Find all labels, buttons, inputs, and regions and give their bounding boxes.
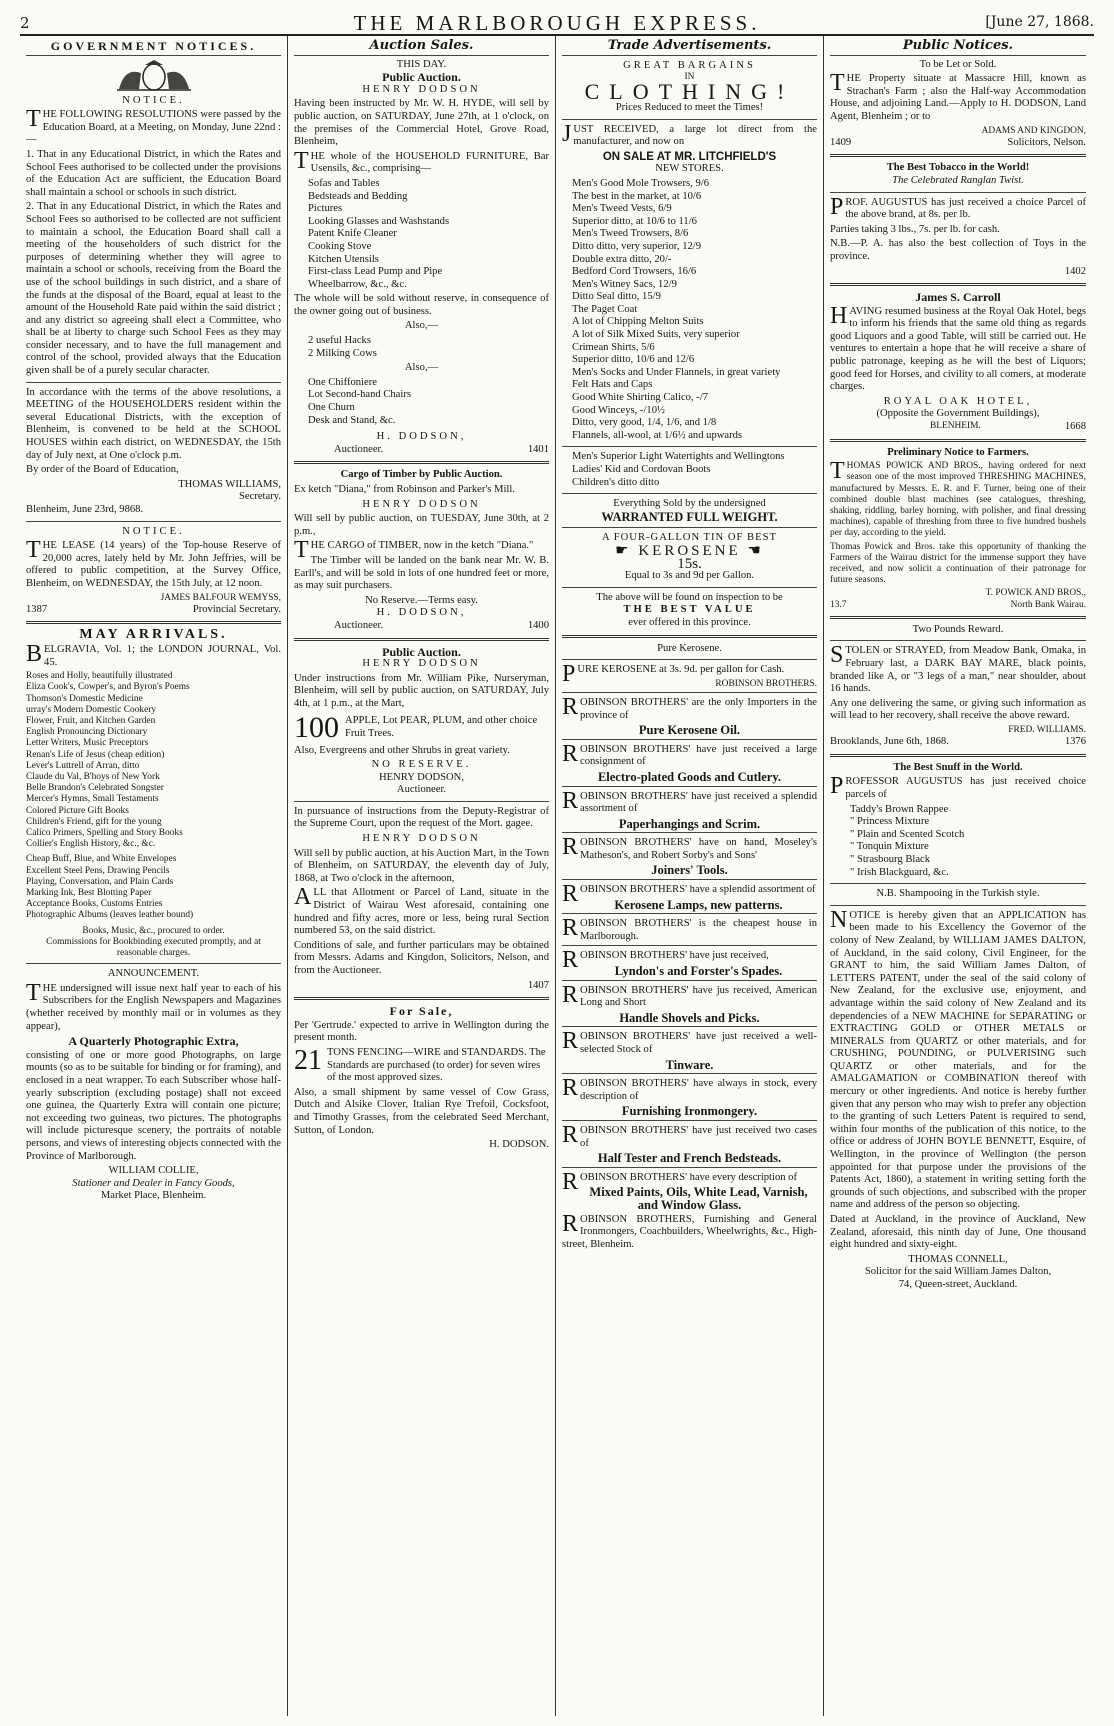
lease-signer-title: Provincial Secretary. bbox=[192, 603, 281, 615]
clothing-item: Good Winceys, -/10½ bbox=[572, 404, 665, 416]
bookbinding-note: Commissions for Bookbinding executed promptly, and at reasonable charges. bbox=[46, 936, 261, 959]
snuff-body: PROFESSOR AUGUSTUS has just received choice parcels of bbox=[830, 773, 1086, 801]
royal-crest-icon bbox=[109, 59, 199, 93]
clothing-heading: CLOTHING! bbox=[584, 79, 795, 105]
stationery-list-item: Marking Ink, Best Blotting Paper bbox=[26, 888, 152, 898]
pointing-hand-icon: ☛ bbox=[615, 542, 639, 559]
robinson-ad-text: ROBINSON BROTHERS' have always in stock, every description of bbox=[562, 1075, 817, 1102]
cargo-auctioneer: HENRY DODSON bbox=[362, 498, 481, 510]
section-header: Public Notices. bbox=[830, 39, 1086, 56]
notice-title: NOTICE. bbox=[122, 94, 185, 106]
cargo-reserve: No Reserve.—Terms easy. bbox=[365, 594, 478, 606]
let-signer: ADAMS AND KINGDON, bbox=[981, 125, 1086, 136]
announcement-place: Market Place, Blenheim. bbox=[100, 1190, 207, 1202]
tobacco-subheading: The Celebrated Ranglan Twist. bbox=[892, 174, 1024, 186]
everything-sold: Everything Sold by the undersigned bbox=[613, 498, 766, 510]
reward-body: STOLEN or STRAYED, from Meadow Bank, Omaka, in February last, a DARK BAY MARE, black points, branded like A, or "3 legs of a man," near shoulder, about 16 hands. bbox=[830, 642, 1086, 695]
land-description: ALL that Allotment or Parcel of Land, situate in the District of Wairau West aforesaid, containing one hundred and fifty acres, more or less, being rural Section numbered 53, on the said district. bbox=[294, 884, 549, 937]
clothing-item: Superior ditto, at 10/6 to 11/6 bbox=[572, 215, 697, 227]
farmers-place: North Bank Wairau. bbox=[1010, 599, 1086, 610]
hotel-name: ROYAL OAK HOTEL, bbox=[883, 395, 1033, 407]
announcement-signer: WILLIAM COLLIE, bbox=[108, 1165, 199, 1177]
mortgage-intro: In pursuance of instructions from the Deputy-Registrar of the Supreme Court, upon the request of the Mort. gagee. bbox=[294, 805, 549, 830]
robinson-ad-text: ROBINSON BROTHERS' is the cheapest house in Marlborough. bbox=[562, 915, 817, 942]
best-value: THE BEST VALUE bbox=[623, 604, 756, 616]
extra-item: One Churn bbox=[308, 402, 355, 414]
notice-2-title: NOTICE. bbox=[122, 525, 185, 537]
section-header: Trade Advertisements. bbox=[562, 39, 817, 56]
snuff-item: " Plain and Scented Scotch bbox=[850, 828, 965, 840]
robinson-ad bbox=[562, 739, 817, 784]
stationery-list-item: Photographic Albums (leaves leather bound) bbox=[26, 910, 194, 921]
clothing-item: Ditto, very good, 1/4, 1/6, and 1/8 bbox=[572, 417, 717, 429]
signature-role: Auctioneer. bbox=[396, 784, 447, 796]
furniture-item: Looking Glasses and Washstands bbox=[308, 215, 450, 227]
book-list-item: English Pronouncing Dictionary bbox=[26, 727, 148, 738]
clothing-item: Bedford Cord Trowsers, 16/6 bbox=[572, 266, 697, 278]
public-auction-2-title: Public Auction. bbox=[382, 644, 461, 659]
columns bbox=[20, 36, 1094, 1716]
stationery-list-item: Playing, Conversation, and Plain Cards bbox=[26, 876, 174, 887]
clothing-item: Superior ditto, 10/6 and 12/6 bbox=[572, 354, 695, 366]
clothing-item: The best in the market, at 10/6 bbox=[572, 190, 702, 202]
warranted: WARRANTED FULL WEIGHT. bbox=[601, 509, 778, 524]
cargo-body: Will sell by public auction, on TUESDAY, June 30th, at 2 p.m., bbox=[294, 513, 549, 537]
this-day: THIS DAY. bbox=[396, 58, 447, 70]
announcement-trade: Stationer and Dealer in Fancy Goods, bbox=[72, 1177, 235, 1189]
robinson-ad-product: Lyndon's and Forster's Spades. bbox=[614, 964, 783, 979]
robinson-ad-text: ROBINSON BROTHERS' have every description of bbox=[562, 1168, 798, 1195]
pure-kerosene-body: PURE KEROSENE at 3s. 9d. per gallon for Cash. bbox=[562, 661, 785, 688]
column-auction-sales bbox=[288, 36, 556, 1716]
furniture-item: Sofas and Tables bbox=[308, 177, 380, 189]
book-list-item: Claude du Val, B'hoys of New York bbox=[26, 771, 160, 782]
ad-number: 1401 bbox=[527, 443, 549, 455]
robinson-ad bbox=[562, 832, 817, 877]
ad-number: 13.7 bbox=[830, 599, 847, 610]
fruit-trees: APPLE, Lot PEAR, PLUM, and other choice Fruit Trees. bbox=[345, 714, 538, 739]
book-list bbox=[26, 671, 281, 850]
auction-body: Having been instructed by Mr. W. H. HYDE, will sell by public auction, on SATURDAY, June 27th, at 1 o'clock, on the premises of the Commercial Hotel, Grove Road, Blenheim, bbox=[294, 98, 549, 148]
stationery-list-item: Acceptance Books, Customs Entries bbox=[26, 899, 163, 910]
ad-number: 1376 bbox=[1064, 736, 1086, 748]
issue-date: [June 27, 1868. bbox=[985, 14, 1094, 30]
robinson-ad bbox=[562, 1120, 817, 1165]
clothing-item: Crimean Shirts, 5/6 bbox=[572, 341, 655, 353]
hotel-location: (Opposite the Government Buildings), bbox=[876, 408, 1040, 420]
announcement-body: THE undersigned will issue next half year to each of his Subscribers for the English Newspapers and Magazines (whether received by monthly mail or in volumes as they appear), bbox=[26, 979, 281, 1032]
clothing-item: Men's Good Mole Trowsers, 9/6 bbox=[572, 177, 709, 189]
also-label: Also,— bbox=[404, 320, 439, 332]
announcement-body-2: consisting of one or more good Photographs, on large mounts (so as to be suitable for binding or for framing), and enclosed in a neat wrapper. To each Subscriber whose half-yearly subscription (excluding postage) shall not exceed one guinea, the Quarterly Extra will contain one picture; not exceeding two guineas, two pictures. The photographs will include picturesque scenery, the portraits of notable persons, and views of interesting objects connected with the Province of Marlborough. bbox=[26, 1049, 281, 1162]
robinson-ad-text: ROBINSON BROTHERS' have a splendid assortment of bbox=[562, 881, 816, 908]
clothing-item: Felt Hats and Caps bbox=[572, 379, 653, 391]
robinson-ad-product: Pure Kerosene Oil. bbox=[638, 723, 741, 738]
furniture-item: First-class Lead Pump and Pipe bbox=[308, 266, 443, 278]
livestock-item: 2 useful Hacks bbox=[308, 335, 371, 347]
resolution-2: 2. That in any Educational District, in which the Rates and School Fees so authorised to be collected are not sufficient to maintain a school, the Education Board shall call a meeting of the householders of such district for the purposes of determining whether they will agree to maintain a school or schools, receiving from the Board the use of the school buildings in such district, and a share of the funds at the disposal of the Board, equal at least to the amount of the Household Rate paid within the said district ; and any district so agreeing shall elect a Committee, who shall be at liberty to charge such School Fees as they may consider necessary, and to have the full management and control of the school, provided always that the Education given shall be of a purely secular character. bbox=[26, 201, 281, 377]
ever-offered: ever offered in this province. bbox=[628, 616, 751, 628]
livestock-list bbox=[308, 335, 549, 360]
ad-number: 1387 bbox=[26, 603, 48, 615]
reward-signer: FRED. WILLIAMS. bbox=[1008, 725, 1086, 736]
on-sale: ON SALE AT MR. LITCHFIELD'S bbox=[602, 150, 777, 163]
snuff-nb: N.B. Shampooing in the Turkish style. bbox=[876, 888, 1040, 900]
robinson-ad-product: Handle Shovels and Picks. bbox=[619, 1010, 760, 1025]
signature-name: H. DODSON, bbox=[376, 607, 467, 619]
robinson-ad-text: ROBINSON BROTHERS' have just received a well-selected Stock of bbox=[562, 1028, 817, 1055]
snuff-list bbox=[850, 804, 1086, 880]
patent-role: Solicitor for the said William James Dalton, bbox=[864, 1266, 1052, 1278]
signature-name: H. DODSON, bbox=[376, 431, 467, 443]
evergreens: Also, Evergreens and other Shrubs in great variety. bbox=[294, 744, 510, 756]
carroll-body: HAVING resumed business at the Royal Oak Hotel, begs to inform his friends that the same old thing as regards good Liquors and a good Table, will still be carried out. He ventures to entertain a hope that he will receive a share of public patronage, keeping as he will the best of Liquors; good feed for Horses, and civility to all comers, at moderate charges. bbox=[830, 302, 1086, 393]
robinson-ad-text: ROBINSON BROTHERS' have just received, bbox=[562, 947, 769, 974]
furniture-item: Patent Knife Cleaner bbox=[308, 228, 397, 240]
ad-number: 1407 bbox=[527, 979, 549, 991]
snuff-item: " Tonquin Mixture bbox=[850, 841, 929, 853]
robinson-ad-text: ROBINSON BROTHERS' have just received a large consignment of bbox=[562, 740, 817, 768]
robinson-ad-text: ROBINSON BROTHERS' have on hand, Moseley's Matheson's, and Robert Sorby's and Sons' bbox=[562, 834, 817, 861]
book-list-item: Flower, Fruit, and Kitchen Garden bbox=[26, 715, 156, 726]
book-list-item: Roses and Holly, beautifully illustrated bbox=[26, 671, 173, 682]
above-note: The above will be found on inspection to be bbox=[596, 591, 783, 603]
tobacco-heading: The Best Tobacco in the World! bbox=[886, 162, 1030, 174]
for-sale-title: For Sale, bbox=[389, 1004, 454, 1019]
in-label: IN bbox=[684, 72, 695, 83]
prices-reduced: Prices Reduced to meet the Times! bbox=[615, 101, 764, 113]
book-list-item: Letter Writers, Music Preceptors bbox=[26, 738, 149, 749]
trees-count: 100 bbox=[294, 710, 339, 744]
clothing-item: Good White Shirting Calico, -/7 bbox=[572, 392, 709, 404]
signature-role: Auctioneer. bbox=[334, 619, 384, 631]
robinson-ad-product: Kerosene Lamps, new patterns. bbox=[614, 897, 783, 912]
robinson-ad-product: Electro-plated Goods and Cutlery. bbox=[597, 769, 782, 784]
kerosene-heading: ☛ KEROSENE ☚ bbox=[615, 542, 764, 559]
section-header: Auction Sales. bbox=[294, 39, 549, 56]
furniture-item: Cooking Stove bbox=[308, 240, 372, 252]
robinson-ad bbox=[562, 692, 817, 737]
page-number: 2 bbox=[20, 14, 30, 32]
furniture-item: Pictures bbox=[308, 203, 343, 215]
farmers-heading: Preliminary Notice to Farmers. bbox=[887, 446, 1029, 458]
reward-heading: Two Pounds Reward. bbox=[912, 623, 1004, 635]
robinson-final: ROBINSON BROTHERS, Furnishing and General Ironmongers, Coachbuilders, Wheelwrights, &c., High-street, Blenheim. bbox=[562, 1210, 817, 1250]
furniture-item: Wheelbarrow, &c., &c. bbox=[308, 278, 407, 290]
furniture-item: Bedsteads and Bedding bbox=[308, 190, 408, 202]
patent-dated: Dated at Auckland, in the province of Auckland, New Zealand, aforesaid, this ninth day of June, One thousand eight hundred and sixty-eight. bbox=[830, 1214, 1086, 1251]
robinson-ad bbox=[562, 1073, 817, 1118]
signature-role: Auctioneer. bbox=[334, 443, 384, 455]
resolution-1: 1. That in any Educational District, in which the Rates and School Fees authorised to be collected under the provisions of the Education Act are sufficient, the Education Board shall maintain a school or schools in such district. bbox=[26, 148, 281, 198]
book-list-item: Mercer's Hymns, Small Testaments bbox=[26, 794, 159, 805]
seeds: Also, a small shipment by same vessel of Cow Grass, Dutch and Alsike Clover, Italian Rye Trefoil, Cocksfoot, and Timothy Grasses, from the celebrated Seed Merchant, Sutton, of London. bbox=[294, 1086, 549, 1136]
boots-list bbox=[572, 451, 817, 489]
cargo-note: The Timber will be landed on the bank near Mr. W. B. Earll's, and will be sold in lots of one hundred feet or more, as may suit purchasers. bbox=[294, 554, 549, 592]
book-list-item: Colored Picture Gift Books bbox=[26, 805, 129, 816]
robinson-ads bbox=[562, 692, 817, 1212]
ad-number: 1402 bbox=[1064, 265, 1086, 277]
carroll-heading: James S. Carroll bbox=[915, 290, 1001, 305]
notice-intro: THE FOLLOWING RESOLUTIONS were passed by the Education Board, at a Meeting, on Monday, June 22nd :— bbox=[26, 106, 281, 146]
robinson-ad bbox=[562, 945, 817, 977]
robinson-ad bbox=[562, 1167, 817, 1212]
masthead bbox=[20, 0, 1094, 36]
snuff-item: Taddy's Brown Rappee bbox=[850, 803, 949, 815]
let-signer-2: Solicitors, Nelson. bbox=[1007, 136, 1086, 148]
signer-name: THOMAS WILLIAMS, bbox=[178, 478, 281, 490]
book-list-item: Calico Primers, Spelling and Story Books bbox=[26, 827, 183, 838]
meeting-notice: In accordance with the terms of the above resolutions, a MEETING of the HOUSEHOLDERS resident within the several Educational Districts, with the exception of Blenheim, is convened to be held at the SCHOOL HOUSES within each district, on WEDNESDAY, the 15th day of July next, at One o'clock p.m. bbox=[26, 386, 281, 461]
reward-date: Brooklands, June 6th, 1868. bbox=[830, 736, 949, 748]
auction-note: The whole will be sold without reserve, in consequence of the owner going out of business. bbox=[294, 293, 549, 317]
farmers-signer: T. POWICK AND BROS., bbox=[985, 588, 1086, 599]
for-sale-signer: H. DODSON. bbox=[489, 1139, 549, 1151]
by-order: By order of the Board of Education, bbox=[26, 464, 179, 476]
cargo-subtitle: Ex ketch "Diana," from Robinson and Parker's Mill. bbox=[294, 484, 515, 495]
newspaper-title: THE MARLBOROUGH EXPRESS. bbox=[353, 11, 761, 35]
snuff-item: " Princess Mixture bbox=[850, 816, 930, 828]
lease-notice: THE LEASE (14 years) of the Top-house Reserve of 20,000 acres, lately held by Mr. John Jeffries, will be offered to public competition, at the Survey Office, Blenheim, on WEDNESDAY, the 15th July, at 12 noon. bbox=[26, 537, 281, 589]
robinson-ad-product: Joiners' Tools. bbox=[651, 863, 728, 878]
furniture-item: Kitchen Utensils bbox=[308, 253, 379, 265]
stationery-list-item: Excellent Steel Pens, Drawing Pencils bbox=[26, 865, 170, 876]
stationery-list bbox=[26, 854, 281, 921]
boots-item: Children's ditto ditto bbox=[572, 476, 660, 488]
farmers-body-2: Thomas Powick and Bros. take this opportunity of thanking the Farmers of the Wairau district for the immense support they have received, and now solicit a continuation of their patronage for future seasons. bbox=[830, 541, 1086, 586]
extra-item: One Chiffoniere bbox=[308, 376, 377, 388]
robinson-ad bbox=[562, 980, 817, 1025]
ad-number: 1409 bbox=[830, 136, 852, 148]
robinson-ad-text: ROBINSON BROTHERS' have just received a splendid assortment of bbox=[562, 787, 817, 815]
clothing-item: Men's Witney Sacs, 12/9 bbox=[572, 278, 677, 290]
extra-item: Lot Second-hand Chairs bbox=[308, 389, 411, 401]
section-header: GOVERNMENT NOTICES. bbox=[26, 39, 281, 56]
books-to-order: Books, Music, &c., procured to order. bbox=[82, 925, 225, 936]
auction-2-auctioneer: HENRY DODSON, bbox=[379, 771, 464, 783]
robinson-ad-product: Half Tester and French Bedsteads. bbox=[597, 1151, 782, 1166]
clothing-item: Ditto Seal ditto, 15/9 bbox=[572, 291, 661, 303]
robinson-ad bbox=[562, 913, 817, 943]
announcement-title: ANNOUNCEMENT. bbox=[107, 968, 200, 980]
furniture-list bbox=[308, 178, 549, 291]
robinson-ad bbox=[562, 879, 817, 911]
robinson-ad bbox=[562, 1026, 817, 1071]
wire-tons: 21 bbox=[294, 1044, 322, 1076]
also-label-2: Also,— bbox=[404, 362, 439, 374]
public-auction-title: Public Auction. bbox=[382, 70, 461, 85]
patent-address: 74, Queen-street, Auckland. bbox=[898, 1278, 1018, 1290]
boots-item: Men's Superior Light Watertights and Wellingtons bbox=[572, 451, 785, 463]
clothing-item: Ditto ditto, very superior, 12/9 bbox=[572, 240, 702, 252]
clothing-item: A lot of Silk Mixed Suits, very superior bbox=[572, 329, 740, 341]
conditions: Conditions of sale, and further particulars may be obtained from Messrs. Adams and Kingdon, Solicitors, Nelson, and from the Auctioneer. bbox=[294, 939, 549, 976]
book-list-item: Collier's English History, &c., &c. bbox=[26, 839, 156, 850]
no-reserve: NO RESERVE. bbox=[371, 759, 472, 771]
pure-kerosene-head: Pure Kerosene. bbox=[657, 642, 722, 654]
more-items-list bbox=[308, 377, 549, 427]
pointing-hand-icon: ☚ bbox=[740, 542, 764, 559]
tobacco-body: PROF. AUGUSTUS has just received a choice Parcel of the above brand, at 8s. per lb. bbox=[830, 193, 1086, 221]
column-public-notices bbox=[824, 36, 1092, 1716]
robinson-ad-text: ROBINSON BROTHERS' are the only Importers in the province of bbox=[562, 693, 817, 721]
patent-signer: THOMAS CONNELL, bbox=[908, 1253, 1008, 1265]
auctioneer-name: HENRY DODSON bbox=[362, 83, 481, 95]
robinson-ad-product: Paperhangings and Scrim. bbox=[618, 816, 761, 831]
book-list-item: Lever's Luttrell of Arran, ditto bbox=[26, 760, 140, 771]
auctioneer-name: HENRY DODSON bbox=[362, 833, 481, 845]
tobacco-parties: Parties taking 3 lbs., 7s. per lb. for cash. bbox=[830, 223, 1000, 235]
livestock-item: 2 Milking Cows bbox=[308, 347, 377, 359]
book-list-item: Eliza Cook's, Cowper's, and Byron's Poems bbox=[26, 682, 190, 693]
boots-item: Ladies' Kid and Cordovan Boots bbox=[572, 464, 711, 476]
snuff-heading: The Best Snuff in the World. bbox=[893, 761, 1023, 773]
clothing-item: Double extra ditto, 20/- bbox=[572, 253, 672, 265]
cargo-body-2: THE CARGO of TIMBER, now in the ketch "Diana." bbox=[294, 537, 534, 564]
new-stores: NEW STORES. bbox=[655, 163, 724, 175]
may-arrivals-intro: BELGRAVIA, Vol. 1; the LONDON JOURNAL, Vol. 45. bbox=[26, 640, 281, 668]
per-gallon: Equal to 3s and 9d per Gallon. bbox=[624, 570, 755, 582]
lease-signer: JAMES BALFOUR WEMYSS, bbox=[160, 592, 281, 603]
clothing-item: Men's Tweed Trowsers, 8/6 bbox=[572, 228, 689, 240]
for-sale-body: Per 'Gertrude.' expected to arrive in Wellington during the present month. bbox=[294, 1019, 549, 1044]
kerosene-price: 15s. bbox=[677, 555, 702, 572]
patent-notice: NOTICE is hereby given that an APPLICATION has been made to his Excellency the Governor of the colony of New Zealand, by WILLIAM JAMES DALTON, of Auckland, in the said colony, Civil Engineer, for the GRANT to him, the said William James Dalton, of LETTERS PATENT, under the seal of the said colony of New Zealand, for the exclusive use, enjoyment, and advantage within the said colony of New Zealand and its dependencies of a NEW MACHINE for SEPARATING or EXTRACTING GOLD or OTHER METALS or MINERALS from QUARTZ or other materials, and for CRUSHING, POUNDING, or PULVERISING such QUARTZ or other materials, and for the AMALGAMATION or COMBINATION thereof with mercury or other ingredients. And notice is hereby further given that any person who may wish to prefer any objection to the granting of such Letters Patent is required to send, within four months of the publication of this notice, to the office or address of JOHN BOYLE BENNETT, Esquire, of Wellington, in the province of Wellington (the person appointed for that purpose under the provisions of the Patents Act, 1860), a statement in writing setting forth the grounds of such objections, and subscribed with the proper name and address of the person so objecting. bbox=[830, 906, 1086, 1211]
four-gallon: A FOUR-GALLON TIN OF BEST bbox=[602, 532, 777, 544]
tobacco-nb: N.B.—P. A. has also the best collection of Toys in the province. bbox=[830, 238, 1086, 262]
robinson-ad-text: ROBINSON BROTHERS' have jus received, American Long and Short bbox=[562, 981, 817, 1009]
book-list-item: Children's Friend, gift for the young bbox=[26, 816, 162, 827]
column-government-notices bbox=[20, 36, 288, 1716]
ad-number: 1668 bbox=[1064, 421, 1086, 433]
ad-number: 1400 bbox=[527, 619, 549, 631]
notice-date: Blenheim, June 23rd, 9868. bbox=[26, 504, 144, 515]
stationery-list-item: Cheap Buff, Blue, and White Envelopes bbox=[26, 854, 177, 865]
book-list-item: Thomson's Domestic Medicine bbox=[26, 693, 143, 704]
auction-2-body: Under instructions from Mr. William Pike, Nurseryman, Blenheim, will sell by public auction, on SATURDAY, July 4th, at 1 p.m., at the Mart, bbox=[294, 672, 549, 709]
pure-kerosene-signer: ROBINSON BROTHERS. bbox=[715, 678, 817, 689]
book-list-item: Belle Brandon's Celebrated Songster bbox=[26, 783, 164, 794]
cargo-title: Cargo of Timber by Public Auction. bbox=[340, 469, 503, 481]
snuff-item: " Strasbourg Black bbox=[850, 853, 931, 865]
let-heading: To be Let or Sold. bbox=[919, 58, 997, 70]
may-arrivals-title: MAY ARRIVALS. bbox=[79, 627, 228, 643]
clothing-item: The Paget Coat bbox=[572, 303, 638, 315]
book-list-item: Renan's Life of Jesus (cheap edition) bbox=[26, 749, 165, 760]
clothing-item: A lot of Chipping Melton Suits bbox=[572, 316, 704, 328]
robinson-ad bbox=[562, 786, 817, 831]
mortgage-sale: Will sell by public auction, at his Auction Mart, in the Town of Blenheim, on SATURDAY, the eleventh day of July, 1868, at Two o'clock in the afternoon, bbox=[294, 847, 549, 884]
farmers-body: THOMAS POWICK AND BROS., having ordered for next season one of the most improved THRESHING MACHINES, manufactured by Messrs. E. R. and F. Turner, being one of their combined double blast machines (see catalogues, threshing, shaking, riddling, barley horning, with polisher, and final dressing machines), capable of threshing from three to five hundred bushels per day, according to the yield. bbox=[830, 458, 1086, 539]
column-trade-advertisements bbox=[556, 36, 824, 1716]
robinson-ad-product: Mixed Paints, Oils, White Lead, Varnish, and Window Glass. bbox=[589, 1185, 808, 1212]
fencing-wire: TONS FENCING—WIRE and STANDARDS. The Standards are purchased (to order) for seven wires of the most approved sizes. bbox=[327, 1046, 546, 1084]
let-body: THE Property situate at Massacre Hill, known as Strachan's Farm ; also the Half-way Accommodation House, and adjoining Land.—Apply to H. DODSON, Land Agent, Blenheim ; or to bbox=[830, 70, 1086, 122]
quarterly-extra: A Quarterly Photographic Extra, bbox=[68, 1034, 239, 1049]
auction-furniture: THE whole of the HOUSEHOLD FURNITURE, Bar Usensils, &c., comprising— bbox=[294, 147, 549, 175]
robinson-ad-product: Tinware. bbox=[665, 1057, 714, 1072]
clothing-item: Men's Tweed Vests, 6/9 bbox=[572, 203, 672, 215]
great-bargains: GREAT BARGAINS bbox=[623, 59, 756, 71]
signer-title: Secretary. bbox=[239, 491, 281, 503]
reward-body-2: Any one delivering the same, or giving such information as will lead to her recovery, shall receive the above reward. bbox=[830, 697, 1086, 722]
clothing-item: Men's Socks and Under Flannels, in great variety bbox=[572, 366, 781, 378]
clothing-list bbox=[572, 178, 817, 442]
auctioneer-name: HENRY DODSON bbox=[362, 658, 481, 670]
clothing-item: Flannels, all-wool, at 1/6½ and upwards bbox=[572, 429, 743, 441]
robinson-ad-text: ROBINSON BROTHERS' have just received two cases of bbox=[562, 1121, 817, 1149]
extra-item: Desk and Stand, &c. bbox=[308, 414, 396, 426]
robinson-ad-product: Furnishing Ironmongery. bbox=[621, 1104, 758, 1119]
hotel-town: BLENHEIM. bbox=[930, 421, 981, 432]
book-list-item: urray's Modern Domestic Cookery bbox=[26, 704, 157, 715]
snuff-item: " Irish Blackguard, &c. bbox=[850, 866, 949, 878]
just-received: JUST RECEIVED, a large lot direct from the manufacturer, and now on bbox=[562, 120, 817, 148]
